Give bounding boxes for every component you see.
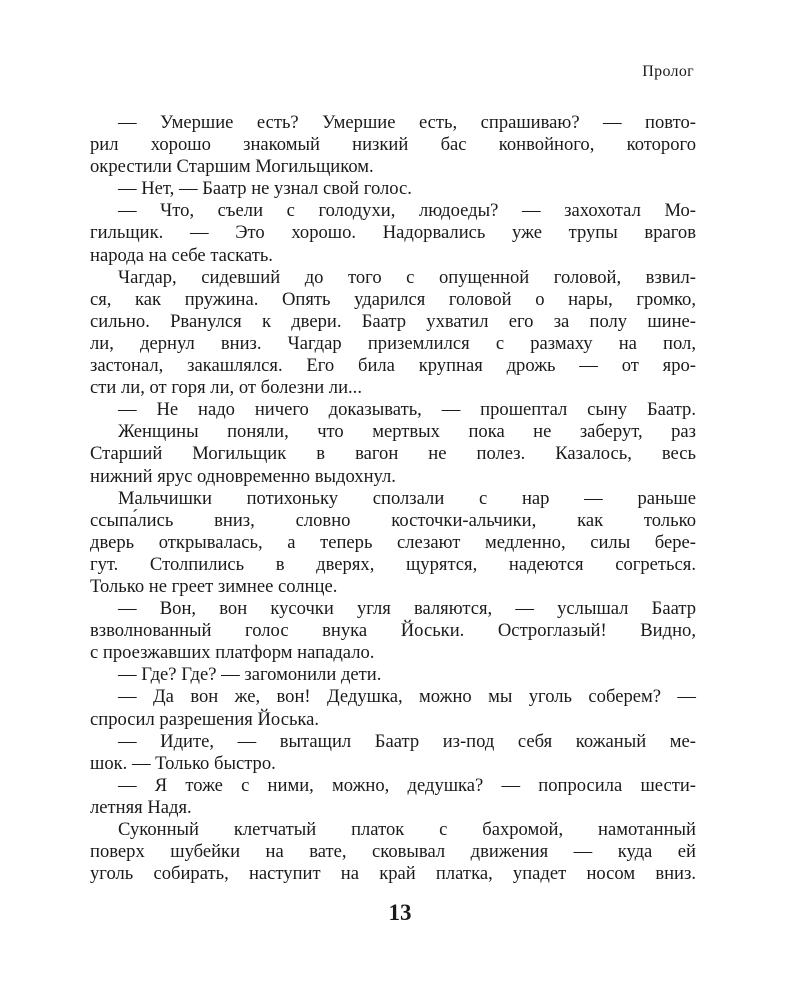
text-line: взволнованный голос внука Йоськи. Остроглазый! Видно, [90,620,696,642]
text-line: ся, как пружина. Опять ударился головой о нары, громко, [90,288,696,310]
text-line: — Вон, вон кусочки угля валяются, — услышал Баатр [118,598,696,620]
text-line: ли, дернул вниз. Чагдар приземлился с размаху на пол, [90,332,696,354]
text-line: спросил разрешения Йоська. [90,708,320,730]
text-line: — Да вон же, вон! Дедушка, можно мы уголь соберем? — [118,686,696,708]
text-line: ссыпа́лись вниз, словно косточки-альчики, как только [90,509,696,531]
text-line: сильно. Рванулся к двери. Баатр ухватил его за полу шине- [90,310,696,332]
text-line: с проезжавших платформ нападало. [90,642,375,664]
text-line: гильщик. — Это хорошо. Надорвались уже трупы врагов [90,222,696,244]
text-line: окрестили Старшим Могильщиком. [90,156,374,178]
text-line: Женщины поняли, что мертвых пока не заберут, раз [118,421,696,443]
text-line: — Не надо ничего доказывать, — прошептал сыну Баатр. [118,399,696,421]
text-line: Только не греет зимнее солнце. [90,575,338,597]
text-line: народа на себе таскать. [90,244,273,266]
text-line: — Я тоже с ними, можно, дедушка? — попросила шести- [118,774,696,796]
text-line: уголь собирать, наступит на край платка, упадет носом вниз. [90,863,696,885]
text-line: Старший Могильщик в вагон не полез. Казалось, весь [90,443,696,465]
page-number: 13 [388,900,412,925]
text-line: — Что, съели с голодухи, людоеды? — захохотал Мо- [118,200,696,222]
text-line: — Идите, — вытащил Баатр из-под себя кожаный ме- [118,730,696,752]
text-line: Мальчишки потихоньку сползали с нар — раньше [118,487,696,509]
running-header: Пролог [642,63,694,80]
text-line: — Умершие есть? Умершие есть, спрашиваю? — повто- [118,112,696,133]
text-line: нижний ярус одновременно выдохнул. [90,465,396,487]
text-line: поверх шубейки на вате, сковывал движения — куда ей [90,841,696,863]
text-line: сти ли, от горя ли, от болезни ли... [90,377,362,399]
text-line: дверь открывалась, а теперь слезают медленно, силы бере- [90,531,696,553]
text-line: шок. — Только быстро. [90,752,276,774]
text-line: гут. Столпились в дверях, щурятся, надеются согреться. [90,553,696,575]
text-line: — Нет, — Баатр не узнал свой голос. [118,178,412,200]
text-line: — Где? Где? — загомонили дети. [118,664,382,686]
text-line: застонал, закашлялся. Его била крупная дрожь — от яро- [90,355,696,377]
body-text [90,112,696,885]
text-line: рил хорошо знакомый низкий бас конвойного, которого [90,134,696,156]
text-line: летняя Надя. [90,796,192,818]
text-line: Суконный клетчатый платок с бахромой, намотанный [118,819,696,840]
text-line: Чагдар, сидевший до того с опущенной головой, взвил- [118,266,696,288]
